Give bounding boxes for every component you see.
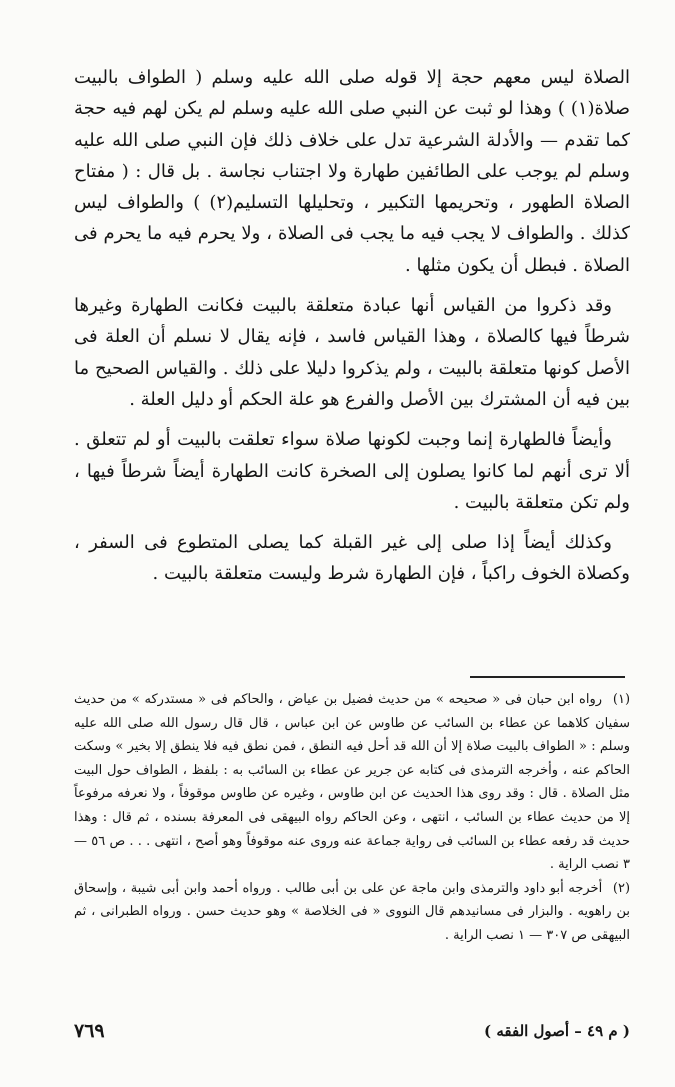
footnote-number: (٢)	[612, 880, 631, 896]
page-footer	[74, 1020, 630, 1050]
footnote-separator	[470, 676, 625, 678]
main-text	[74, 62, 630, 590]
paragraph: الصلاة ليس معهم حجة إلا قوله صلى الله عليه وسلم ( الطواف بالبيت صلاة(١) ) وهذا لو ثبت عن النبي صلى الله عليه وسلم لم يكن لهم فيه حجة كما تقدم — والأدلة الشرعية تدل على خلاف ذلك فإن النبي صلى الله عليه وسلم لم يوجب على الطائفين طهارة ولا اجتناب نجاسة . بل قال : ( مفتاح الصلاة الطهور ، وتحريمها التكبير ، وتحليلها التسليم(٢) ) والطواف ليس كذلك . والطواف لا يجب فيه ما يجب فى الصلاة ، ولا يحرم فيه ما يحرم فى الصلاة . فبطل أن يكون مثلها .	[74, 67, 630, 276]
footnote-number: (١)	[612, 692, 631, 707]
signature-mark: ( م ٤٩ – أصول الفقه )	[484, 1022, 630, 1040]
paragraph: وقد ذكروا من القياس أنها عبادة متعلقة بالبيت فكانت الطهارة وغيرها شرطاً فيها كالصلاة ، وهذا القياس فاسد ، فإنه يقال لا نسلم أن العلة فى الأصل كونها متعلقة بالبيت ، ولم يذكروا دليلا على ذلك . والقياس الصحيح ما بين فيه أن المشترك بين الأصل والفرع هو علة الحكم أو دليل العلة .	[74, 295, 630, 410]
footnote-text: رواه ابن حبان فى « صحيحه » من حديث فضيل بن عياض ، والحاكم فى « مستدركه » من حديث سفيان كلاهما عن عطاء بن السائب عن طاوس عن ابن عباس ، قال قال رسول الله صلى الله عليه وسلم : « الطواف بالبيت صلاة إلا أن الله قد أحل فيه النطق ، فمن نطق فيه فلا ينطق إلا بخير » وسكت الحاكم عنه ، وأخرجه الترمذى فى كتابه عن جرير عن عطاء بن السائب به : بلفظ ، الطواف حول البيت مثل الصلاة . قال : وقد روى هذا الحديث عن ابن طاوس ، وغيره عن طاوس موقوفاً ، ولا نعرفه مرفوعاً إلا من حديث عطاء بن السائب ، انتهى ، وعن الحاكم رواه البيهقى فى المعرفة بسنده ، ثم قال : وهذا حديث قد رفعه عطاء بن السائب فى رواية جماعة عنه وروى عنه موقوفاً وهو أصح ، انتهى . . . ص ٥٦ — ٣ نصب الراية .	[74, 692, 631, 873]
page-number: ٧٦٩	[74, 1020, 105, 1042]
footnotes	[74, 688, 630, 948]
footnote-text: أخرجه أبو داود والترمذى وابن ماجة عن على بن أبى طالب . ورواه أحمد وابن أبى شيبة ، وإسحاق بن راهويه . والبزار فى مسانيدهم قال النووى « فى الخلاصة » وهو حديث حسن . ورواه الطبرانى ، ثم البيهقى ص ٣٠٧ — ١ نصب الراية .	[74, 880, 630, 943]
paragraph: وكذلك أيضاً إذا صلى إلى غير القبلة كما يصلى المتطوع فى السفر ، وكصلاة الخوف راكباً ، فإن الطهارة شرط وليست متعلقة بالبيت .	[74, 532, 630, 585]
footnote	[74, 877, 630, 948]
footnote	[74, 688, 630, 877]
paragraph: وأيضاً فالطهارة إنما وجبت لكونها صلاة سواء تعلقت بالبيت أو لم تتعلق . ألا ترى أنهم لما كانوا يصلون إلى الصخرة كانت الطهارة أيضاً شرطاً فيها ، ولم تكن متعلقة بالبيت .	[74, 429, 630, 513]
